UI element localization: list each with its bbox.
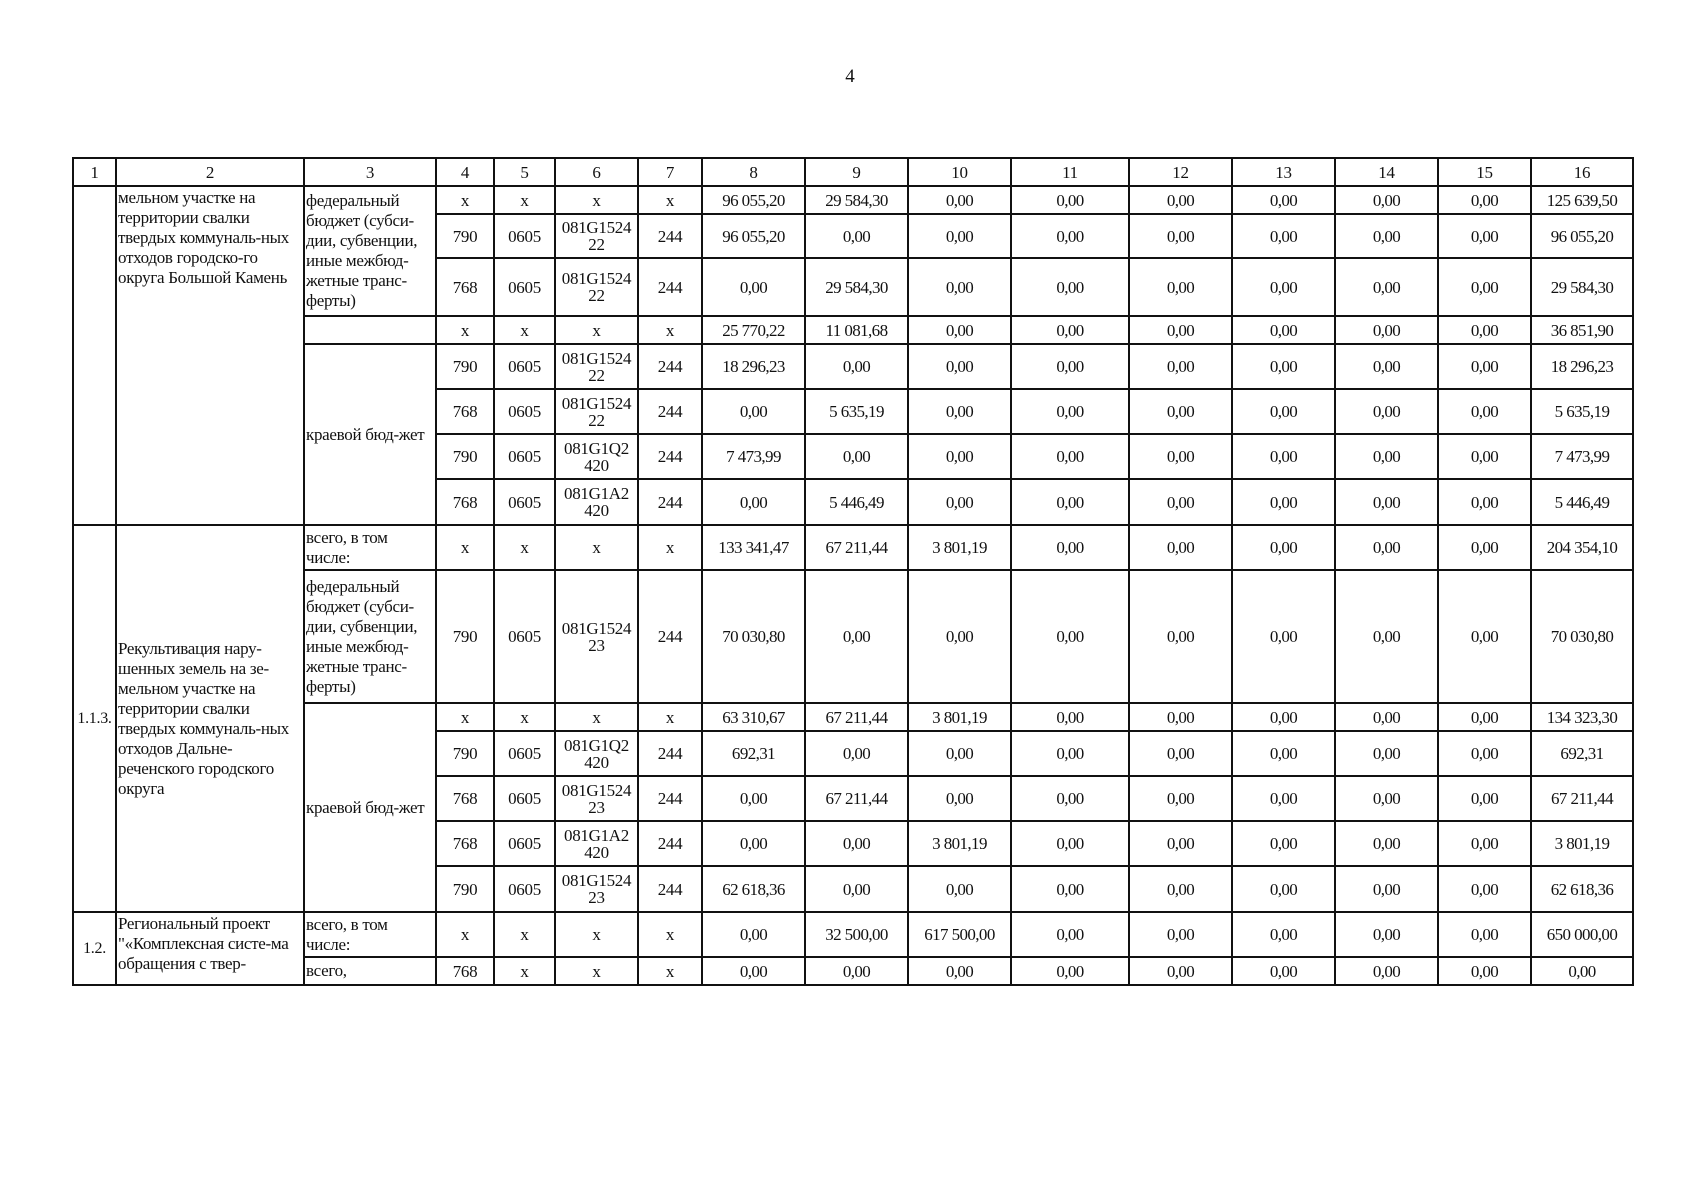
value-cell: х [494,186,555,214]
value-cell: 0,00 [1129,434,1232,479]
value-cell: 0,00 [1438,389,1531,434]
table-row [73,525,1633,570]
value-cell: х [494,316,555,344]
column-number: 5 [494,158,555,186]
value-cell: 0605 [494,570,555,703]
value-cell: 0,00 [1335,525,1438,570]
value-cell: 0,00 [1232,570,1335,703]
value-cell: 0,00 [1011,912,1129,957]
budget-table [72,157,1634,986]
value-cell: х [436,186,494,214]
value-cell: 18 296,23 [1531,344,1633,389]
value-cell: 62 618,36 [702,866,805,912]
value-cell: 0,00 [1129,866,1232,912]
value-cell: 0,00 [1335,434,1438,479]
value-cell: 0,00 [1335,703,1438,731]
value-cell: 244 [638,731,702,776]
column-number: 3 [304,158,436,186]
value-cell: 0,00 [1438,866,1531,912]
column-number: 8 [702,158,805,186]
value-cell: 0,00 [1011,776,1129,821]
value-cell: 0,00 [1011,731,1129,776]
value-cell: 0,00 [1011,316,1129,344]
budget-code-cell: х [555,957,638,985]
value-cell: 768 [436,821,494,866]
value-cell: 0605 [494,479,555,525]
value-cell: 0,00 [1438,479,1531,525]
value-cell: 790 [436,344,494,389]
value-cell: 0,00 [1011,214,1129,258]
value-cell: 0,00 [1129,316,1232,344]
budget-code-cell: 081G1A2 420 [555,479,638,525]
value-cell: 0,00 [1011,957,1129,985]
value-cell: 244 [638,389,702,434]
value-cell: 0,00 [1232,703,1335,731]
value-cell: 0,00 [1232,258,1335,316]
budget-code-cell: х [555,912,638,957]
value-cell: 0,00 [1232,957,1335,985]
funding-source-cell: всего, [304,957,436,985]
budget-code-cell: 081G1Q2 420 [555,731,638,776]
value-cell: 3 801,19 [908,703,1011,731]
funding-source-cell: всего, в том числе: [304,912,436,957]
value-cell: 0,00 [1335,479,1438,525]
value-cell: х [436,703,494,731]
value-cell: 3 801,19 [908,525,1011,570]
value-cell: 0,00 [1011,344,1129,389]
budget-code-cell: 081G1A2 420 [555,821,638,866]
value-cell: 0,00 [1335,389,1438,434]
value-cell: 0,00 [1335,731,1438,776]
value-cell: 96 055,20 [1531,214,1633,258]
budget-code-cell: 081G1524 22 [555,258,638,316]
value-cell: 790 [436,570,494,703]
column-number: 10 [908,158,1011,186]
value-cell: 25 770,22 [702,316,805,344]
value-cell: 0,00 [1011,479,1129,525]
value-cell: 0605 [494,214,555,258]
budget-code-cell: 081G1524 22 [555,214,638,258]
value-cell: 0,00 [1335,821,1438,866]
table-row [73,186,1633,214]
value-cell: 790 [436,731,494,776]
value-cell: 0,00 [1011,866,1129,912]
value-cell: 0,00 [1129,912,1232,957]
value-cell: 0,00 [1129,703,1232,731]
value-cell: 0,00 [1129,389,1232,434]
value-cell: х [638,316,702,344]
column-number: 12 [1129,158,1232,186]
value-cell: 244 [638,344,702,389]
value-cell: 0,00 [908,479,1011,525]
value-cell: 0,00 [702,479,805,525]
value-cell: 0,00 [1438,258,1531,316]
value-cell: х [436,912,494,957]
value-cell: 0,00 [1232,776,1335,821]
value-cell: 692,31 [702,731,805,776]
value-cell: 125 639,50 [1531,186,1633,214]
value-cell: 0,00 [805,821,908,866]
value-cell: 244 [638,866,702,912]
value-cell: 0,00 [1438,316,1531,344]
value-cell: 0,00 [1438,821,1531,866]
table-row [73,703,1633,731]
value-cell: 0,00 [702,389,805,434]
budget-code-cell: 081G1Q2 420 [555,434,638,479]
value-cell: 0,00 [1011,570,1129,703]
value-cell: 62 618,36 [1531,866,1633,912]
table-row [73,570,1633,703]
value-cell: 768 [436,258,494,316]
value-cell: 0,00 [1129,957,1232,985]
value-cell: 0,00 [1011,703,1129,731]
budget-code-cell: 081G1524 23 [555,866,638,912]
value-cell: 0,00 [702,957,805,985]
value-cell: 0,00 [1438,957,1531,985]
value-cell: 0,00 [1129,731,1232,776]
value-cell: 70 030,80 [702,570,805,703]
value-cell: 0,00 [1335,866,1438,912]
value-cell: 0,00 [1129,776,1232,821]
value-cell: 0,00 [1438,912,1531,957]
column-number-row [73,158,1633,186]
value-cell: 0605 [494,731,555,776]
value-cell: х [436,316,494,344]
column-number: 2 [116,158,304,186]
value-cell: 70 030,80 [1531,570,1633,703]
value-cell: 5 635,19 [1531,389,1633,434]
column-number: 14 [1335,158,1438,186]
column-number: 1 [73,158,116,186]
value-cell: 0,00 [702,821,805,866]
value-cell: х [638,525,702,570]
value-cell: 0,00 [1438,525,1531,570]
value-cell: 0,00 [1129,525,1232,570]
funding-source-cell [304,316,436,344]
value-cell: 0,00 [1232,214,1335,258]
value-cell: х [638,957,702,985]
value-cell: 204 354,10 [1531,525,1633,570]
value-cell: 63 310,67 [702,703,805,731]
value-cell: 0605 [494,776,555,821]
value-cell: 0,00 [1438,731,1531,776]
value-cell: 0,00 [1232,344,1335,389]
value-cell: 244 [638,821,702,866]
item-number-cell: 1.1.3. [73,525,116,912]
budget-code-cell: х [555,703,638,731]
value-cell: 244 [638,258,702,316]
value-cell: 0,00 [908,258,1011,316]
value-cell: 768 [436,776,494,821]
table-row [73,957,1633,985]
value-cell: 0,00 [1438,344,1531,389]
value-cell: 0605 [494,866,555,912]
table-row [73,316,1633,344]
value-cell: 0,00 [1335,570,1438,703]
value-cell: 0,00 [702,258,805,316]
value-cell: 0,00 [1438,703,1531,731]
value-cell: 0,00 [1232,479,1335,525]
column-number: 11 [1011,158,1129,186]
value-cell: 0605 [494,821,555,866]
value-cell: 0,00 [702,912,805,957]
table-row [73,912,1633,957]
value-cell: 0,00 [1232,434,1335,479]
value-cell: 0,00 [1232,389,1335,434]
value-cell: 0,00 [805,570,908,703]
value-cell: 67 211,44 [805,703,908,731]
value-cell: 0,00 [1438,776,1531,821]
value-cell: 790 [436,214,494,258]
value-cell: 18 296,23 [702,344,805,389]
budget-code-cell: 081G1524 22 [555,344,638,389]
value-cell: 0,00 [908,570,1011,703]
column-number: 6 [555,158,638,186]
value-cell: 0,00 [1335,776,1438,821]
value-cell: 768 [436,957,494,985]
value-cell: 244 [638,434,702,479]
value-cell: 29 584,30 [805,258,908,316]
column-number: 9 [805,158,908,186]
value-cell: 0605 [494,344,555,389]
value-cell: 0,00 [1011,258,1129,316]
value-cell: 0,00 [1438,434,1531,479]
value-cell: 0,00 [908,731,1011,776]
value-cell: 0,00 [1129,186,1232,214]
value-cell: 0,00 [908,957,1011,985]
value-cell: 0,00 [908,434,1011,479]
value-cell: х [436,525,494,570]
value-cell: 0,00 [1232,525,1335,570]
budget-code-cell: х [555,186,638,214]
value-cell: 0,00 [1129,570,1232,703]
value-cell: 96 055,20 [702,186,805,214]
value-cell: 5 446,49 [805,479,908,525]
funding-source-cell: краевой бюд-жет [304,703,436,912]
value-cell: 7 473,99 [702,434,805,479]
value-cell: 0,00 [1129,479,1232,525]
value-cell: 0,00 [1438,214,1531,258]
value-cell: 0,00 [1129,821,1232,866]
value-cell: 617 500,00 [908,912,1011,957]
value-cell: 244 [638,570,702,703]
value-cell: 0,00 [1129,214,1232,258]
value-cell: 244 [638,479,702,525]
column-number: 7 [638,158,702,186]
item-number-cell [73,186,116,525]
value-cell: 0,00 [908,776,1011,821]
value-cell: 0,00 [1335,214,1438,258]
funding-source-cell: федеральный бюджет (субси-дии, субвенции, иные межбюд-жетные транс-ферты) [304,186,436,316]
value-cell: 0,00 [908,186,1011,214]
item-name-cell: Рекультивация нару-шенных земель на зе-мельном участке на территории свалки твердых коммуналь-ных отходов Дальне-реченского городского округа [116,525,304,912]
table-row [73,344,1633,389]
value-cell: 3 801,19 [908,821,1011,866]
value-cell: 0,00 [1011,186,1129,214]
value-cell: 0,00 [1232,316,1335,344]
value-cell: 0,00 [1335,186,1438,214]
value-cell: х [494,957,555,985]
value-cell: 0,00 [805,731,908,776]
value-cell: х [494,525,555,570]
value-cell: 0,00 [1232,866,1335,912]
value-cell: 768 [436,479,494,525]
value-cell: х [638,186,702,214]
value-cell: 0,00 [1438,570,1531,703]
value-cell: 650 000,00 [1531,912,1633,957]
value-cell: 11 081,68 [805,316,908,344]
value-cell: 0,00 [1232,821,1335,866]
value-cell: 0,00 [908,214,1011,258]
value-cell: 0605 [494,258,555,316]
value-cell: 790 [436,434,494,479]
value-cell: 0,00 [805,344,908,389]
value-cell: 0,00 [1011,821,1129,866]
value-cell: 67 211,44 [805,776,908,821]
value-cell: 0,00 [1531,957,1633,985]
budget-code-cell: 081G1524 22 [555,389,638,434]
value-cell: 29 584,30 [805,186,908,214]
value-cell: 96 055,20 [702,214,805,258]
value-cell: 134 323,30 [1531,703,1633,731]
value-cell: 67 211,44 [805,525,908,570]
value-cell: х [638,703,702,731]
budget-code-cell: х [555,525,638,570]
value-cell: 0,00 [908,866,1011,912]
value-cell: 0,00 [1335,912,1438,957]
value-cell: 0,00 [805,214,908,258]
item-number-cell: 1.2. [73,912,116,985]
value-cell: 32 500,00 [805,912,908,957]
column-number: 4 [436,158,494,186]
value-cell: 36 851,90 [1531,316,1633,344]
value-cell: 0,00 [1335,316,1438,344]
value-cell: 244 [638,776,702,821]
item-name-cell: Региональный проект "«Комплексная систе-ма обращения с твер- [116,912,304,985]
value-cell: х [638,912,702,957]
value-cell: 29 584,30 [1531,258,1633,316]
value-cell: 133 341,47 [702,525,805,570]
value-cell: 0,00 [1011,434,1129,479]
value-cell: 0,00 [805,866,908,912]
value-cell: 0,00 [702,776,805,821]
funding-source-cell: краевой бюд-жет [304,344,436,525]
value-cell: 67 211,44 [1531,776,1633,821]
value-cell: 692,31 [1531,731,1633,776]
value-cell: х [494,703,555,731]
item-name-cell: мельном участке на территории свалки твердых коммуналь-ных отходов городско-го округа Большой Камень [116,186,304,525]
value-cell: 0,00 [908,316,1011,344]
value-cell: 0,00 [1335,957,1438,985]
value-cell: 7 473,99 [1531,434,1633,479]
value-cell: 0605 [494,389,555,434]
value-cell: 5 446,49 [1531,479,1633,525]
value-cell: 790 [436,866,494,912]
budget-code-cell: 081G1524 23 [555,776,638,821]
value-cell: 0,00 [805,434,908,479]
value-cell: 768 [436,389,494,434]
value-cell: 0,00 [1232,912,1335,957]
value-cell: 0,00 [908,344,1011,389]
budget-code-cell: х [555,316,638,344]
value-cell: 0,00 [1335,344,1438,389]
value-cell: 0,00 [1438,186,1531,214]
column-number: 13 [1232,158,1335,186]
budget-code-cell: 081G1524 23 [555,570,638,703]
column-number: 16 [1531,158,1633,186]
value-cell: 0,00 [1011,389,1129,434]
value-cell: 244 [638,214,702,258]
value-cell: 0,00 [1011,525,1129,570]
value-cell: 0,00 [908,389,1011,434]
page-number: 4 [845,66,855,87]
value-cell: 0,00 [1232,731,1335,776]
value-cell: 3 801,19 [1531,821,1633,866]
value-cell: 0605 [494,434,555,479]
column-number: 15 [1438,158,1531,186]
value-cell: 0,00 [805,957,908,985]
value-cell: 0,00 [1232,186,1335,214]
value-cell: 0,00 [1129,344,1232,389]
value-cell: х [494,912,555,957]
funding-source-cell: всего, в том числе: [304,525,436,570]
value-cell: 0,00 [1335,258,1438,316]
funding-source-cell: федеральный бюджет (субси-дии, субвенции, иные межбюд-жетные транс-ферты) [304,570,436,703]
value-cell: 0,00 [1129,258,1232,316]
value-cell: 5 635,19 [805,389,908,434]
